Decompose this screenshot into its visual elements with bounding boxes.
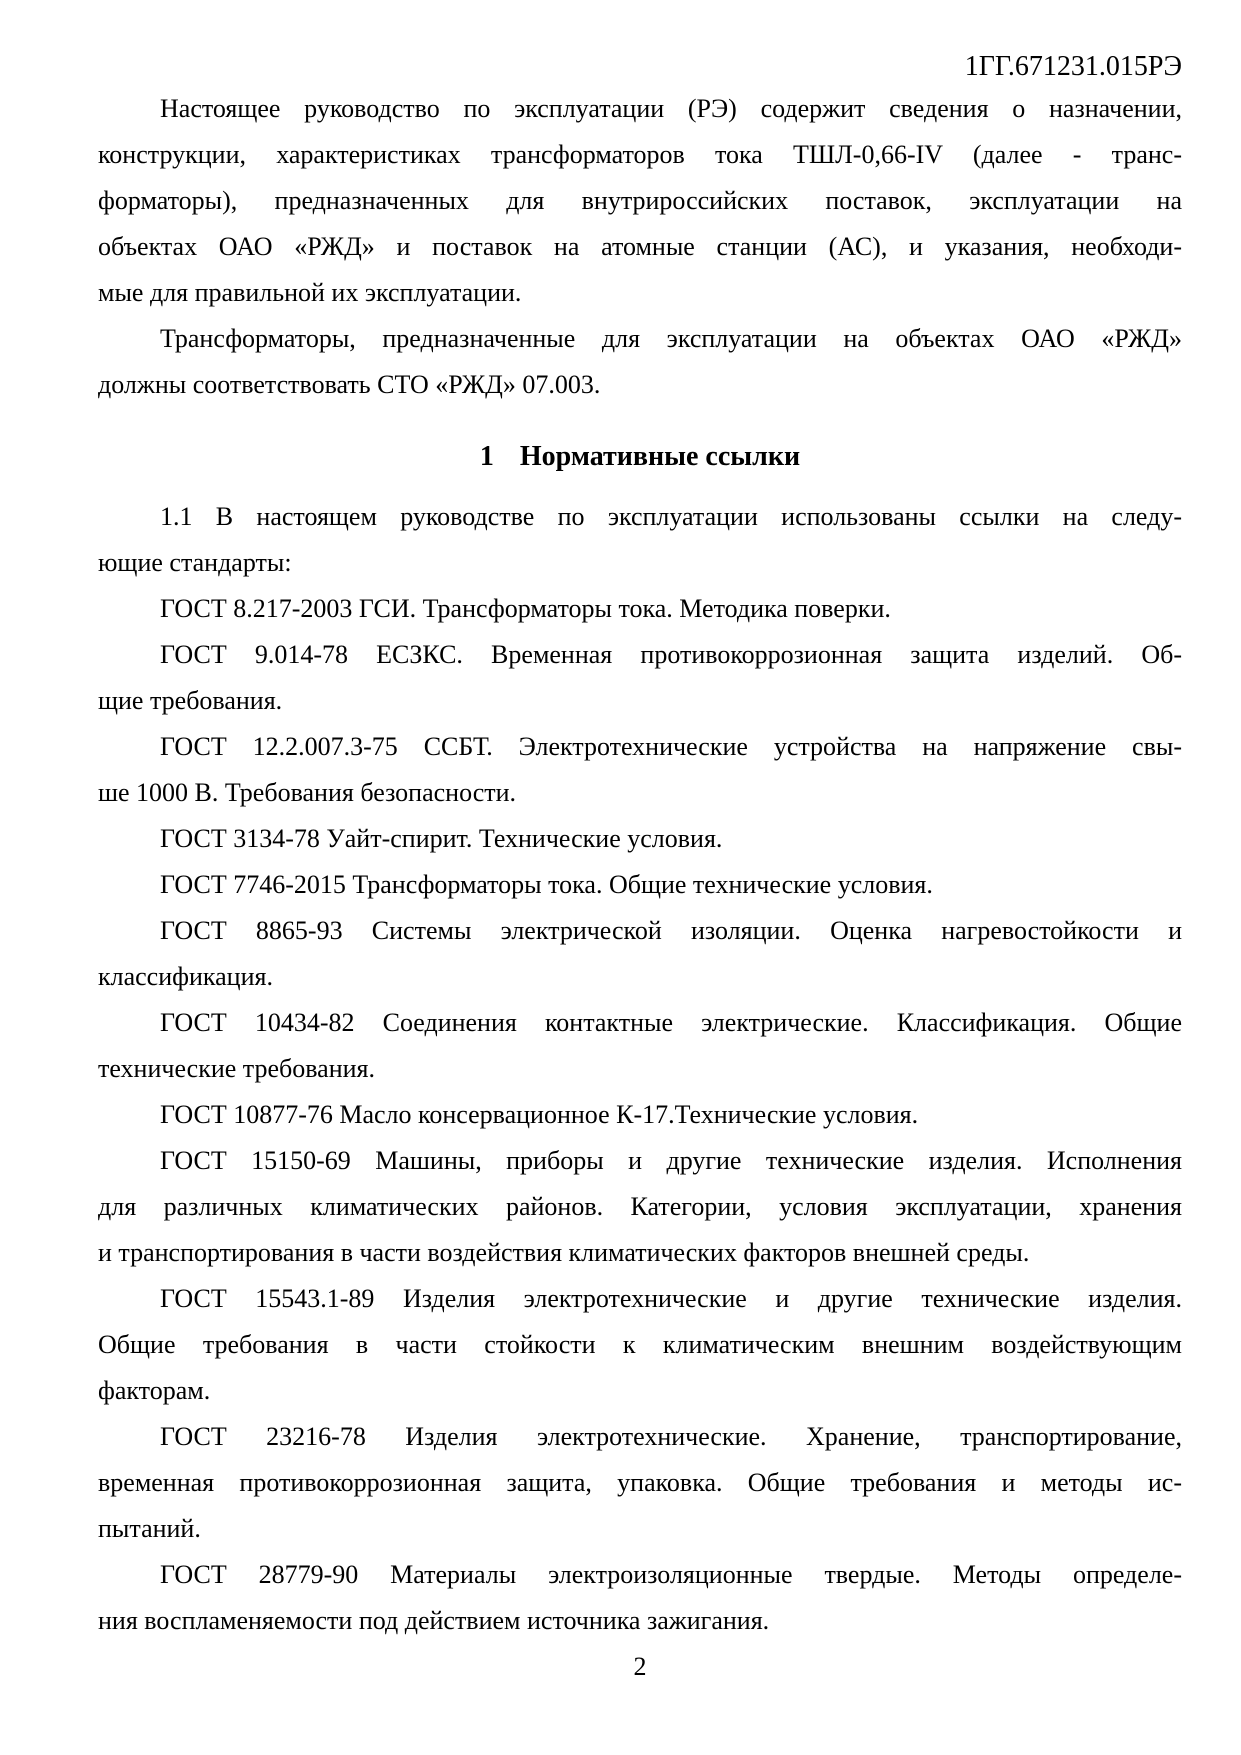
text-line: для различных климатических районов. Категории, условия эксплуатации, хранения <box>98 1192 1182 1221</box>
paragraph <box>98 724 1182 816</box>
paragraph <box>98 1000 1182 1092</box>
document-body <box>98 86 1182 1644</box>
text-line: конструкции, характеристиках трансформаторов тока ТШЛ-0,66-IV (далее - транс- <box>98 140 1182 169</box>
text-line: ГОСТ 3134-78 Уайт-спирит. Технические условия. <box>160 824 723 853</box>
text-line: ющие стандарты: <box>98 548 292 577</box>
text-line: ГОСТ 7746-2015 Трансформаторы тока. Общие технические условия. <box>160 870 933 899</box>
text-line: ГОСТ 9.014-78 ЕСЗКС. Временная противокоррозионная защита изделий. Об- <box>160 640 1182 669</box>
paragraph <box>98 1414 1182 1552</box>
text-line: ГОСТ 10877-76 Масло консервационное К-17.Технические условия. <box>160 1100 919 1129</box>
text-line: ГОСТ 28779-90 Материалы электроизоляционные твердые. Методы определе- <box>160 1560 1182 1589</box>
text-line: и транспортирования в части воздействия климатических факторов внешней среды. <box>98 1238 1030 1267</box>
paragraph <box>98 1276 1182 1414</box>
text-line: объектах ОАО «РЖД» и поставок на атомные станции (АС), и указания, необходи- <box>98 232 1182 261</box>
doc-number: 1ГГ.671231.015РЭ <box>964 51 1182 82</box>
paragraph <box>98 316 1182 408</box>
section-heading <box>98 434 1182 480</box>
text-line: ГОСТ 8865-93 Системы электрической изоляции. Оценка нагревостойкости и <box>160 916 1182 945</box>
text-line: ГОСТ 12.2.007.3-75 ССБТ. Электротехнические устройства на напряжение свы- <box>160 732 1182 761</box>
page-number: 2 <box>633 1652 647 1681</box>
text-line: Трансформаторы, предназначенные для эксплуатации на объектах ОАО «РЖД» <box>160 324 1182 353</box>
text-line: ше 1000 В. Требования безопасности. <box>98 778 517 807</box>
paragraph <box>98 1092 1182 1138</box>
text-line: должны соответствовать СТО «РЖД» 07.003. <box>98 370 601 399</box>
text-line: мые для правильной их эксплуатации. <box>98 278 522 307</box>
text-line: ния воспламеняемости под действием источника зажигания. <box>98 1606 770 1635</box>
paragraph <box>98 586 1182 632</box>
paragraph <box>98 816 1182 862</box>
heading-number: 1 <box>479 441 494 472</box>
text-line: факторам. <box>98 1376 211 1405</box>
text-line: классификация. <box>98 962 273 991</box>
paragraph <box>98 86 1182 316</box>
text-line: пытаний. <box>98 1514 201 1543</box>
text-line: ГОСТ 8.217-2003 ГСИ. Трансформаторы тока. Методика поверки. <box>160 594 891 623</box>
text-line: ГОСТ 23216-78 Изделия электротехнические. Хранение, транспортирование, <box>160 1422 1182 1451</box>
text-line: технические требования. <box>98 1054 375 1083</box>
text-line: ГОСТ 10434-82 Соединения контактные электрические. Классификация. Общие <box>160 1008 1182 1037</box>
heading-title: Нормативные ссылки <box>519 441 801 472</box>
paragraph <box>98 862 1182 908</box>
text-line: временная противокоррозионная защита, упаковка. Общие требования и методы ис- <box>98 1468 1182 1497</box>
paragraph <box>98 1138 1182 1276</box>
paragraph <box>98 632 1182 724</box>
paragraph <box>98 1552 1182 1644</box>
text-line: Общие требования в части стойкости к климатическим внешним воздействующим <box>98 1330 1182 1359</box>
text-line: 1.1 В настоящем руководстве по эксплуатации использованы ссылки на следу- <box>160 502 1182 531</box>
text-line: щие требования. <box>98 686 283 715</box>
paragraph <box>98 908 1182 1000</box>
text-line: ГОСТ 15543.1-89 Изделия электротехнические и другие технические изделия. <box>160 1284 1182 1313</box>
text-line: форматоры), предназначенных для внутрироссийских поставок, эксплуатации на <box>98 186 1182 215</box>
paragraph <box>98 494 1182 586</box>
text-line: Настоящее руководство по эксплуатации (РЭ) содержит сведения о назначении, <box>160 94 1182 123</box>
text-line: ГОСТ 15150-69 Машины, приборы и другие технические изделия. Исполнения <box>160 1146 1182 1175</box>
